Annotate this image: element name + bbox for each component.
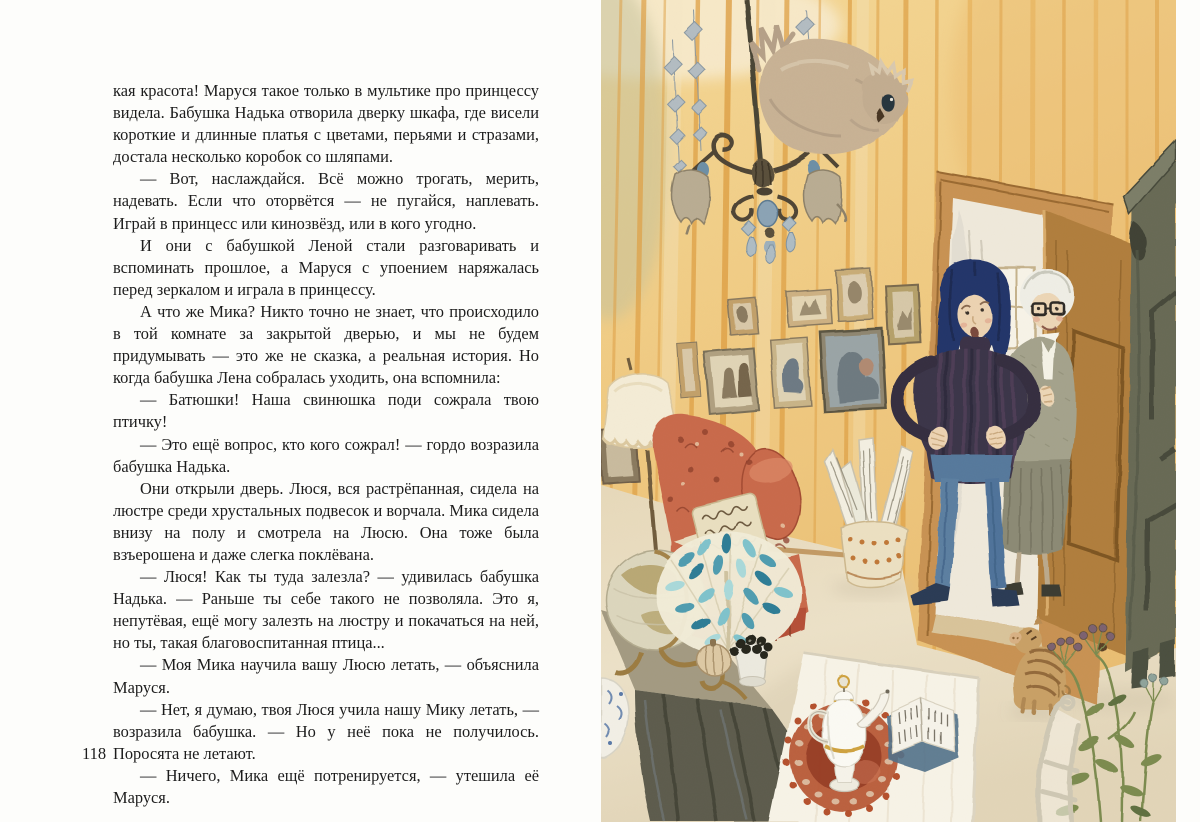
paragraph: — Вот, наслаждайся. Всё можно трогать, мерить, надевать. Если что оторвётся — не пугайся, наплевать. Играй в принцесс или кинозвёзд, или в кого угодно.: [113, 169, 539, 233]
book-illustration: [601, 0, 1176, 822]
paragraph: Они открыли дверь. Люся, вся растрёпанная, сидела на люстре среди хрустальных подвесок и ворчала. Мика сидела внизу на полу и смотрела на Люсю. Она тоже была взъерошена и даже слегка поклёвана.: [113, 478, 539, 564]
paragraph: кая красота! Маруся такое только в мультике про принцессу видела. Бабушка Надька отворила дверку шкафа, где висели короткие и длинные платья с цветами, перьями и стразами, достала несколько коробок со шляпами.: [113, 81, 539, 167]
paragraph: — Нет, я думаю, твоя Люся учила нашу Мику летать, — возразила бабушка. — Но у неё пока не получилось. Поросята не летают.: [113, 699, 539, 763]
paragraph: И они с бабушкой Леной стали разговаривать и вспоминать прошлое, а Маруся с упоением наряжалась перед зеркалом и играла в принцессу.: [113, 235, 539, 299]
paper-texture: [601, 0, 1176, 822]
paragraph: — Ничего, Мика ещё потренируется, — утешила её Маруся.: [113, 765, 539, 807]
paragraph: — Батюшки! Наша свинюшка поди сожрала твою птичку!: [113, 390, 539, 432]
paragraph: А что же Мика? Никто точно не знает, что происходило в той комнате за закрытой дверью, и мы не будем придумывать — это же не сказка, а реальная история. Но когда бабушка Лена собралась уходить, она вспомнила:: [113, 301, 539, 388]
page-number: 118: [82, 744, 107, 763]
paragraph: — Люся! Как ты туда залезла? — удивилась бабушка Надька. — Раньше ты себе такого не позволяла. Это я, непутёвая, ещё могу залезть на люстру и покачаться на ней, но ты, такая благовоспитанная птица...: [113, 567, 539, 653]
paragraph: — Это ещё вопрос, кто кого сожрал! — гордо возразила бабушка Надька.: [113, 434, 539, 476]
paragraph: — Моя Мика научила вашу Люсю летать, — объяснила Маруся.: [113, 655, 539, 697]
body-text: [113, 80, 539, 809]
